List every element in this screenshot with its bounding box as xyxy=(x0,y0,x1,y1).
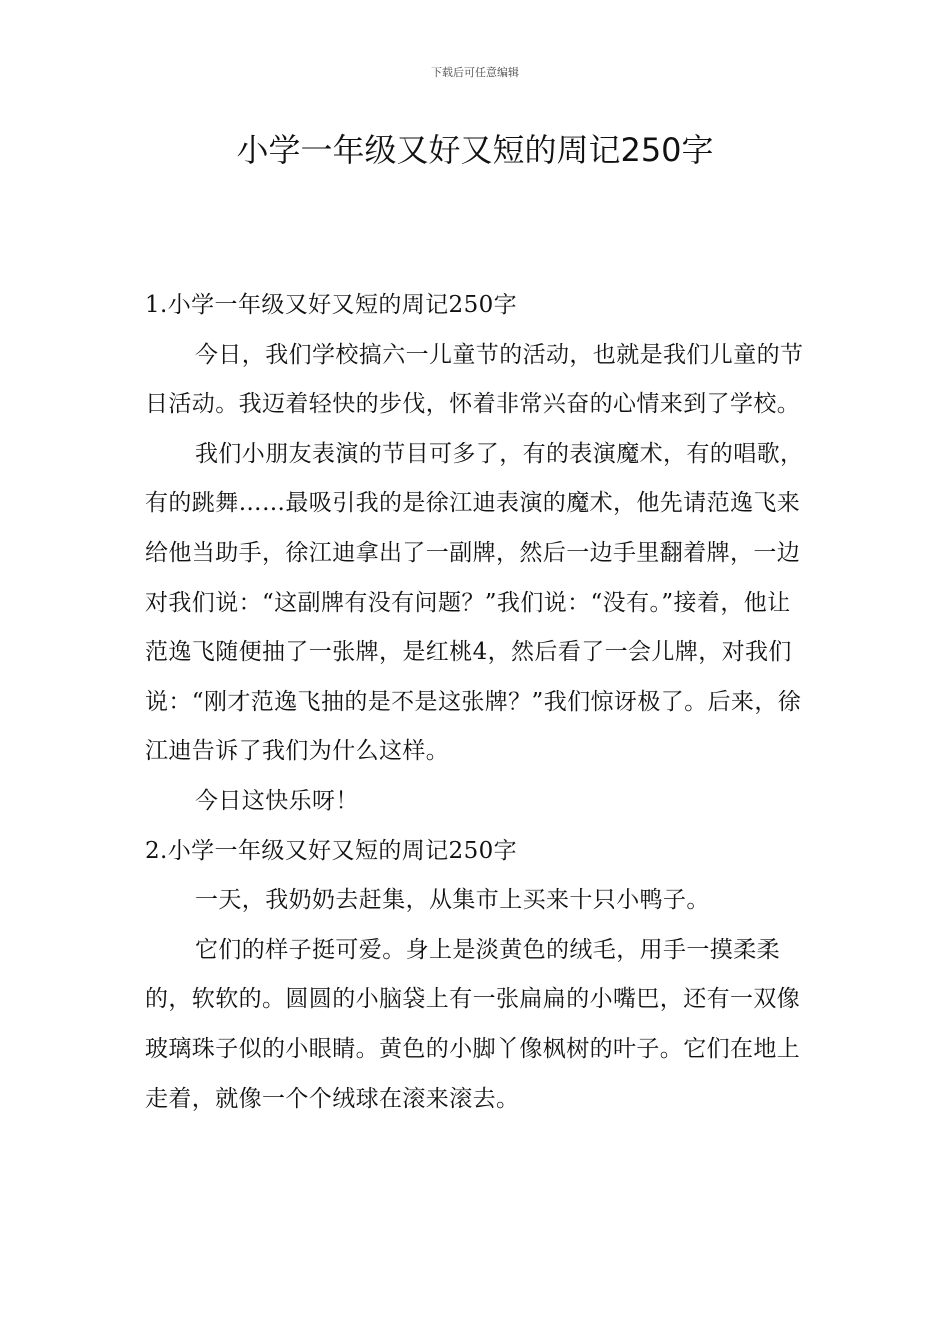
paragraph: 今日，我们学校搞六一儿童节的活动，也就是我们儿童的节日活动。我迈着轻快的步伐，怀着非常兴奋的心情来到了学校。 xyxy=(145,341,804,418)
section-heading-1: 1.小学一年级又好又短的周记250字 xyxy=(145,292,518,318)
paragraph: 我们小朋友表演的节目可多了，有的表演魔术，有的唱歌，有的跳舞……最吸引我的是徐江迪表演的魔术，他先请范逸飞来给他当助手，徐江迪拿出了一副牌，然后一边手里翻着牌，一边对我们说：“这副牌有没有问题？”我们说：“没有。”接着，他让范逸飞随便抽了一张牌，是红桃4，然后看了一会儿牌，对我们说：“刚才范逸飞抽的是不是这张牌？”我们惊讶极了。后来，徐江迪告诉了我们为什么这样。 xyxy=(145,440,804,765)
page-title: 小学一年级又好又短的周记250字 xyxy=(236,131,714,169)
document-body xyxy=(145,281,810,1124)
paragraph: 它们的样子挺可爱。身上是淡黄色的绒毛，用手一摸柔柔的，软软的。圆圆的小脑袋上有一张扁扁的小嘴巴，还有一双像玻璃珠子似的小眼睛。黄色的小脚丫像枫树的叶子。它们在地上走着，就像一个个绒球在滚来滚去。 xyxy=(145,936,801,1112)
paragraph: 今日这快乐呀！ xyxy=(195,787,359,814)
paragraph: 一天，我奶奶去赶集，从集市上买来十只小鸭子。 xyxy=(195,887,710,914)
header-note: 下载后可任意编辑 xyxy=(431,66,519,79)
section-heading-2: 2.小学一年级又好又短的周记250字 xyxy=(145,837,518,864)
